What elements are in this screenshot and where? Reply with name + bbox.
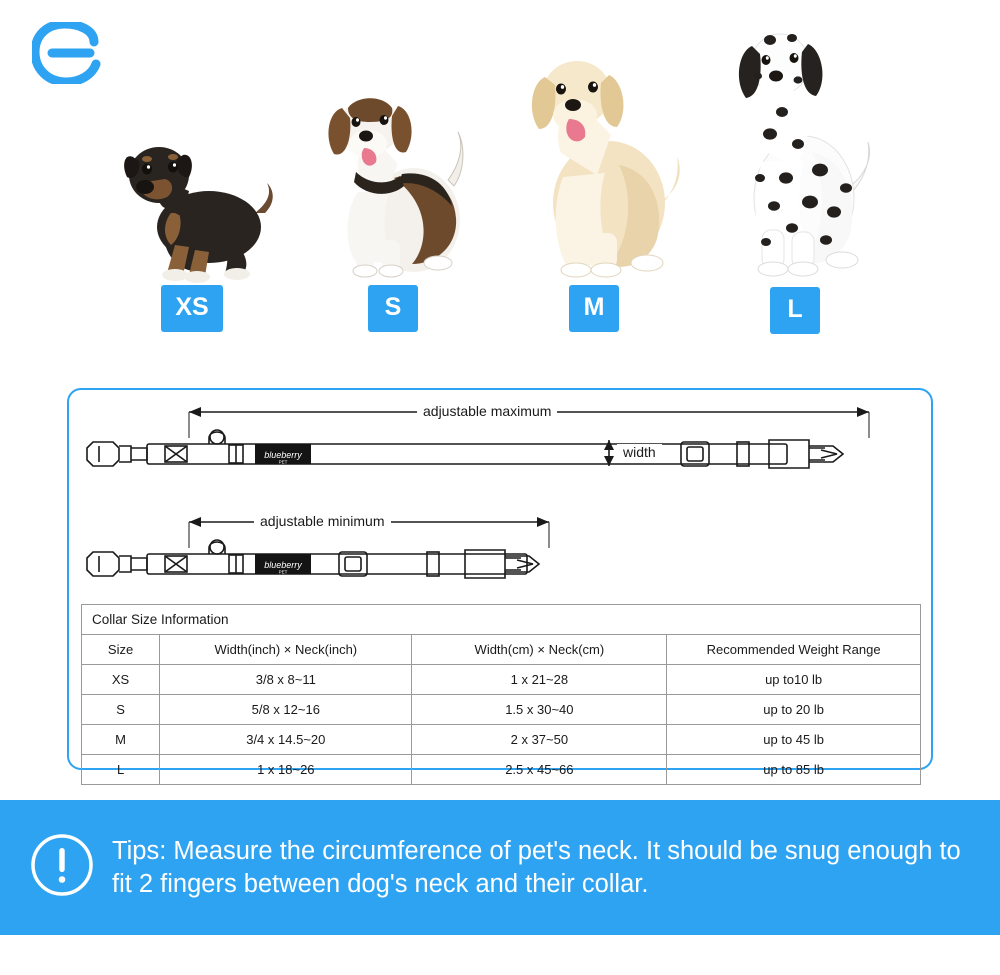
adjustable-minimum-label: adjustable minimum bbox=[254, 513, 391, 529]
cell-size: S bbox=[82, 695, 160, 725]
cell-cm: 1 x 21~28 bbox=[412, 665, 667, 695]
cell-size: XS bbox=[82, 665, 160, 695]
cell-size: M bbox=[82, 725, 160, 755]
svg-text:blueberry: blueberry bbox=[264, 450, 302, 460]
svg-text:PET: PET bbox=[278, 569, 288, 575]
collar-size-table bbox=[81, 604, 921, 785]
size-badge-xs: XS bbox=[161, 285, 222, 332]
table-row bbox=[82, 725, 921, 755]
svg-text:PET: PET bbox=[278, 459, 288, 465]
header-size: Size bbox=[82, 635, 160, 665]
cell-weight: up to 45 lb bbox=[667, 725, 921, 755]
table-caption: Collar Size Information bbox=[82, 605, 921, 635]
puppy-rottweiler-mix-standing bbox=[97, 95, 287, 285]
collar-diagram-card bbox=[67, 388, 933, 777]
cell-inch: 1 x 18~26 bbox=[160, 755, 412, 785]
beagle-sitting bbox=[298, 60, 488, 285]
dog-cell-xs bbox=[97, 95, 287, 332]
header-inch: Width(inch) × Neck(inch) bbox=[160, 635, 412, 665]
dog-cell-s bbox=[298, 60, 488, 332]
dog-cell-l bbox=[700, 2, 890, 334]
size-badge-l: L bbox=[770, 287, 820, 334]
table-row bbox=[82, 695, 921, 725]
cell-inch: 5/8 x 12~16 bbox=[160, 695, 412, 725]
cell-cm: 2 x 37~50 bbox=[412, 725, 667, 755]
dog-cell-m bbox=[499, 25, 689, 332]
table-header-row bbox=[82, 635, 921, 665]
tips-banner bbox=[0, 800, 1000, 935]
cell-inch: 3/4 x 14.5~20 bbox=[160, 725, 412, 755]
size-badge-m: M bbox=[569, 285, 619, 332]
cell-size: L bbox=[82, 755, 160, 785]
dalmatian-sitting bbox=[700, 2, 890, 287]
bottom-white-strip bbox=[0, 935, 1000, 975]
collar-drawings bbox=[69, 390, 931, 602]
cell-weight: up to 85 lb bbox=[667, 755, 921, 785]
width-label: width bbox=[617, 444, 662, 460]
cell-weight: up to10 lb bbox=[667, 665, 921, 695]
adjustable-maximum-label: adjustable maximum bbox=[417, 403, 557, 419]
cell-cm: 2.5 x 45~66 bbox=[412, 755, 667, 785]
golden-retriever-sitting bbox=[499, 25, 689, 285]
dog-size-comparison-row bbox=[0, 0, 1000, 360]
collar-size-table-wrapper bbox=[81, 604, 921, 785]
table-caption-row bbox=[82, 605, 921, 635]
cell-weight: up to 20 lb bbox=[667, 695, 921, 725]
cell-cm: 1.5 x 30~40 bbox=[412, 695, 667, 725]
table-row bbox=[82, 665, 921, 695]
table-row bbox=[82, 755, 921, 785]
tips-text: Tips: Measure the circumference of pet's neck. It should be snug enough to fit 2 fingers between dog's neck and their collar. bbox=[112, 836, 961, 898]
header-cm: Width(cm) × Neck(cm) bbox=[412, 635, 667, 665]
exclamation-circle-icon bbox=[30, 833, 94, 902]
svg-text:blueberry: blueberry bbox=[264, 560, 302, 570]
header-weight: Recommended Weight Range bbox=[667, 635, 921, 665]
cell-inch: 3/8 x 8~11 bbox=[160, 665, 412, 695]
size-badge-s: S bbox=[368, 285, 418, 332]
